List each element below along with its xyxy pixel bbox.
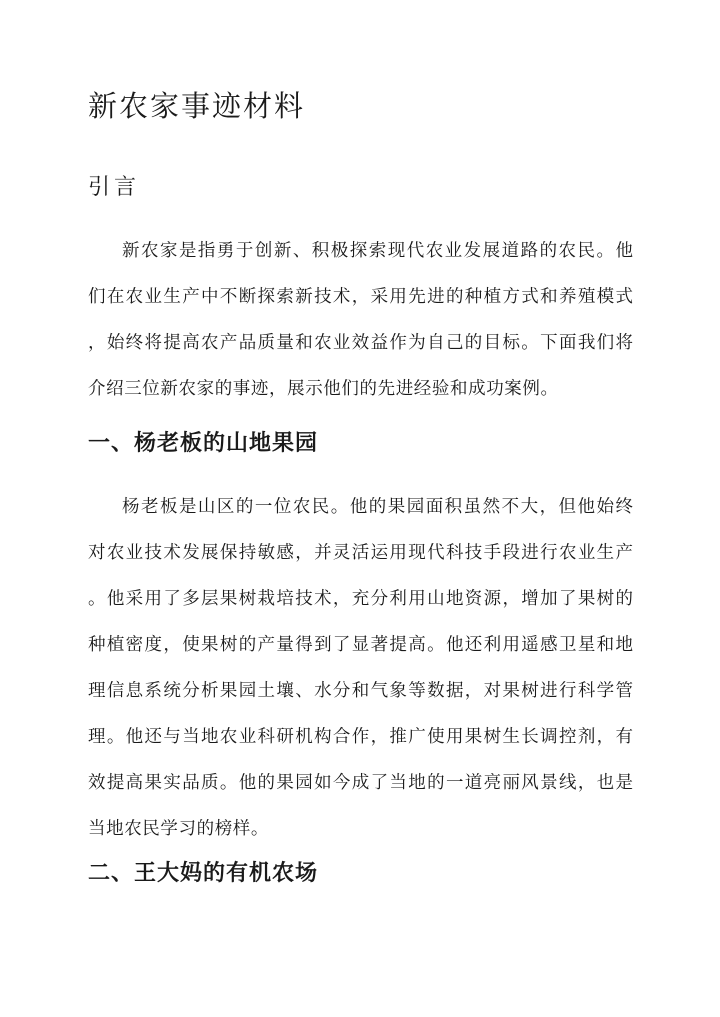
section-heading-wang-organic-farm: 二、王大妈的有机农场	[88, 860, 319, 886]
introduction-paragraph	[88, 236, 633, 420]
paragraph-line: 种植密度，使果树的产量得到了显著提高。他还利用遥感卫星和地	[88, 635, 633, 655]
paragraph-line: 。他采用了多层果树栽培技术，充分利用山地资源，增加了果树的	[88, 589, 633, 609]
paragraph-line: 杨老板是山区的一位农民。他的果园面积虽然不大，但他始终	[122, 497, 633, 517]
paragraph-line: 新农家是指勇于创新、积极探索现代农业发展道路的农民。他	[122, 241, 633, 261]
paragraph-line: 对农业技术发展保持敏感，并灵活运用现代科技手段进行农业生产	[88, 543, 633, 563]
paragraph-line: 介绍三位新农家的事迹，展示他们的先进经验和成功案例。	[88, 379, 559, 399]
paragraph-line: ，始终将提高农产品质量和农业效益作为自己的目标。下面我们将	[88, 333, 633, 353]
section-heading-introduction: 引言	[88, 175, 141, 200]
paragraph-line: 理信息系统分析果园土壤、水分和气象等数据，对果树进行科学管	[88, 681, 633, 701]
paragraph-line: 当地农民学习的榜样。	[88, 819, 269, 839]
yang-orchard-paragraph	[88, 492, 633, 860]
paragraph-line: 效提高果实品质。他的果园如今成了当地的一道亮丽风景线，也是	[88, 773, 633, 793]
document-title: 新农家事迹材料	[88, 89, 306, 123]
section-heading-yang-orchard: 一、杨老板的山地果园	[88, 430, 319, 456]
paragraph-line: 们在农业生产中不断探索新技术，采用先进的种植方式和养殖模式	[88, 287, 633, 307]
paragraph-line: 理。他还与当地农业科研机构合作，推广使用果树生长调控剂，有	[88, 727, 633, 747]
